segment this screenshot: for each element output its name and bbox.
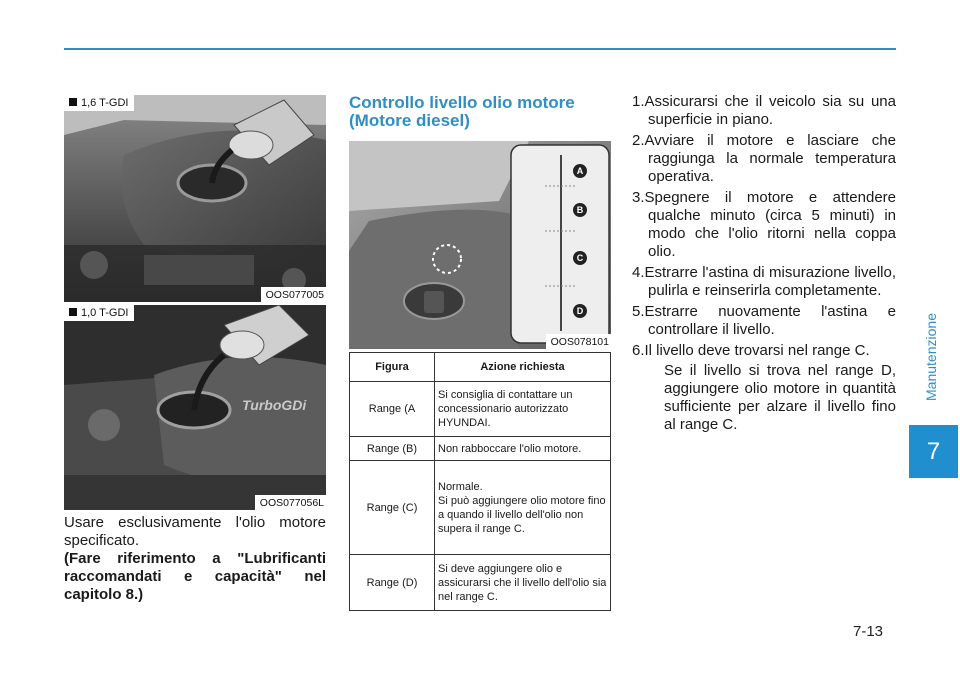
section-title: Controllo livello olio motore (Motore diesel) <box>349 93 575 130</box>
page-number: 7-13 <box>853 623 884 640</box>
list-item: 1.Assicurarsi che il veicolo sia su una superficie in piano. <box>632 93 896 128</box>
dipstick-marker-a: A <box>573 164 587 178</box>
table-row <box>350 437 611 461</box>
oil-note-reference: (Fare riferimento a "Lubrificanti raccomandati e capacità" nel capitolo 8.) <box>64 550 326 603</box>
range-label: Range (A <box>350 382 435 437</box>
required-action: Normale. Si può aggiungere olio motore fino a quando il livello dell'olio non supera il range C. <box>435 461 611 555</box>
list-item: 5.Estrarre nuovamente l'astina e controllare il livello. <box>632 303 896 338</box>
oil-level-action-table <box>349 352 611 611</box>
engine-cover-brand: TurboGDi <box>242 397 307 413</box>
dipstick-illustration <box>349 141 611 349</box>
list-item: 2.Avviare il motore e lasciare che raggiunga la normale temperatura operativa. <box>632 132 896 185</box>
step-6-text: 6.Il livello deve trovarsi nel range C. <box>632 342 870 359</box>
chapter-name: Manutenzione <box>923 313 939 401</box>
header-rule <box>64 48 896 50</box>
engine-photo-1-0-tgdi <box>64 305 326 510</box>
dipstick-marker-d: D <box>573 304 587 318</box>
engine-photo-1-6-tgdi <box>64 95 326 302</box>
range-label: Range (B) <box>350 437 435 461</box>
table-header-action: Azione richiesta <box>435 353 611 382</box>
engine-variant-tag: 1,0 T-GDI <box>64 305 134 321</box>
table-header-figure: Figura <box>350 353 435 382</box>
chapter-side-label <box>909 282 953 432</box>
chapter-number-tab: 7 <box>909 425 958 478</box>
square-bullet-icon <box>69 98 77 106</box>
required-action: Si deve aggiungere olio e assicurarsi che il livello dell'olio sia nel range C. <box>435 555 611 611</box>
required-action: Si consiglia di contattare un concessionario autorizzato HYUNDAI. <box>435 382 611 437</box>
dipstick-photo <box>349 141 611 349</box>
oil-specification-note <box>64 514 326 604</box>
range-label: Range (D) <box>350 555 435 611</box>
oil-note-text: Usare esclusivamente l'olio motore specificato. <box>64 514 326 549</box>
dipstick-marker-b: B <box>573 203 587 217</box>
dipstick-marker-c: C <box>573 251 587 265</box>
table-row <box>350 382 611 437</box>
list-item <box>632 342 896 434</box>
square-bullet-icon <box>69 308 77 316</box>
required-action: Non rabboccare l'olio motore. <box>435 437 611 461</box>
list-item: 3.Spegnere il motore e attendere qualche minuto (circa 5 minuti) in modo che l'olio ritorni nella coppa olio. <box>632 189 896 260</box>
engine-oil-fill-illustration <box>64 95 326 302</box>
range-label: Range (C) <box>350 461 435 555</box>
engine-variant-tag: 1,6 T-GDI <box>64 95 134 111</box>
table-row <box>350 461 611 555</box>
step-6-note: Se il livello si trova nel range D, aggiungere olio motore in quantità sufficiente per alzare il livello fino al range C. <box>664 362 896 433</box>
photo-code: OOS077056L <box>255 495 326 510</box>
procedure-steps <box>632 93 896 437</box>
photo-code: OOS077005 <box>261 287 326 302</box>
table-row <box>350 555 611 611</box>
photo-code: OOS078101 <box>546 334 611 349</box>
list-item: 4.Estrarre l'astina di misurazione livello, pulirla e reinserirla completamente. <box>632 264 896 299</box>
